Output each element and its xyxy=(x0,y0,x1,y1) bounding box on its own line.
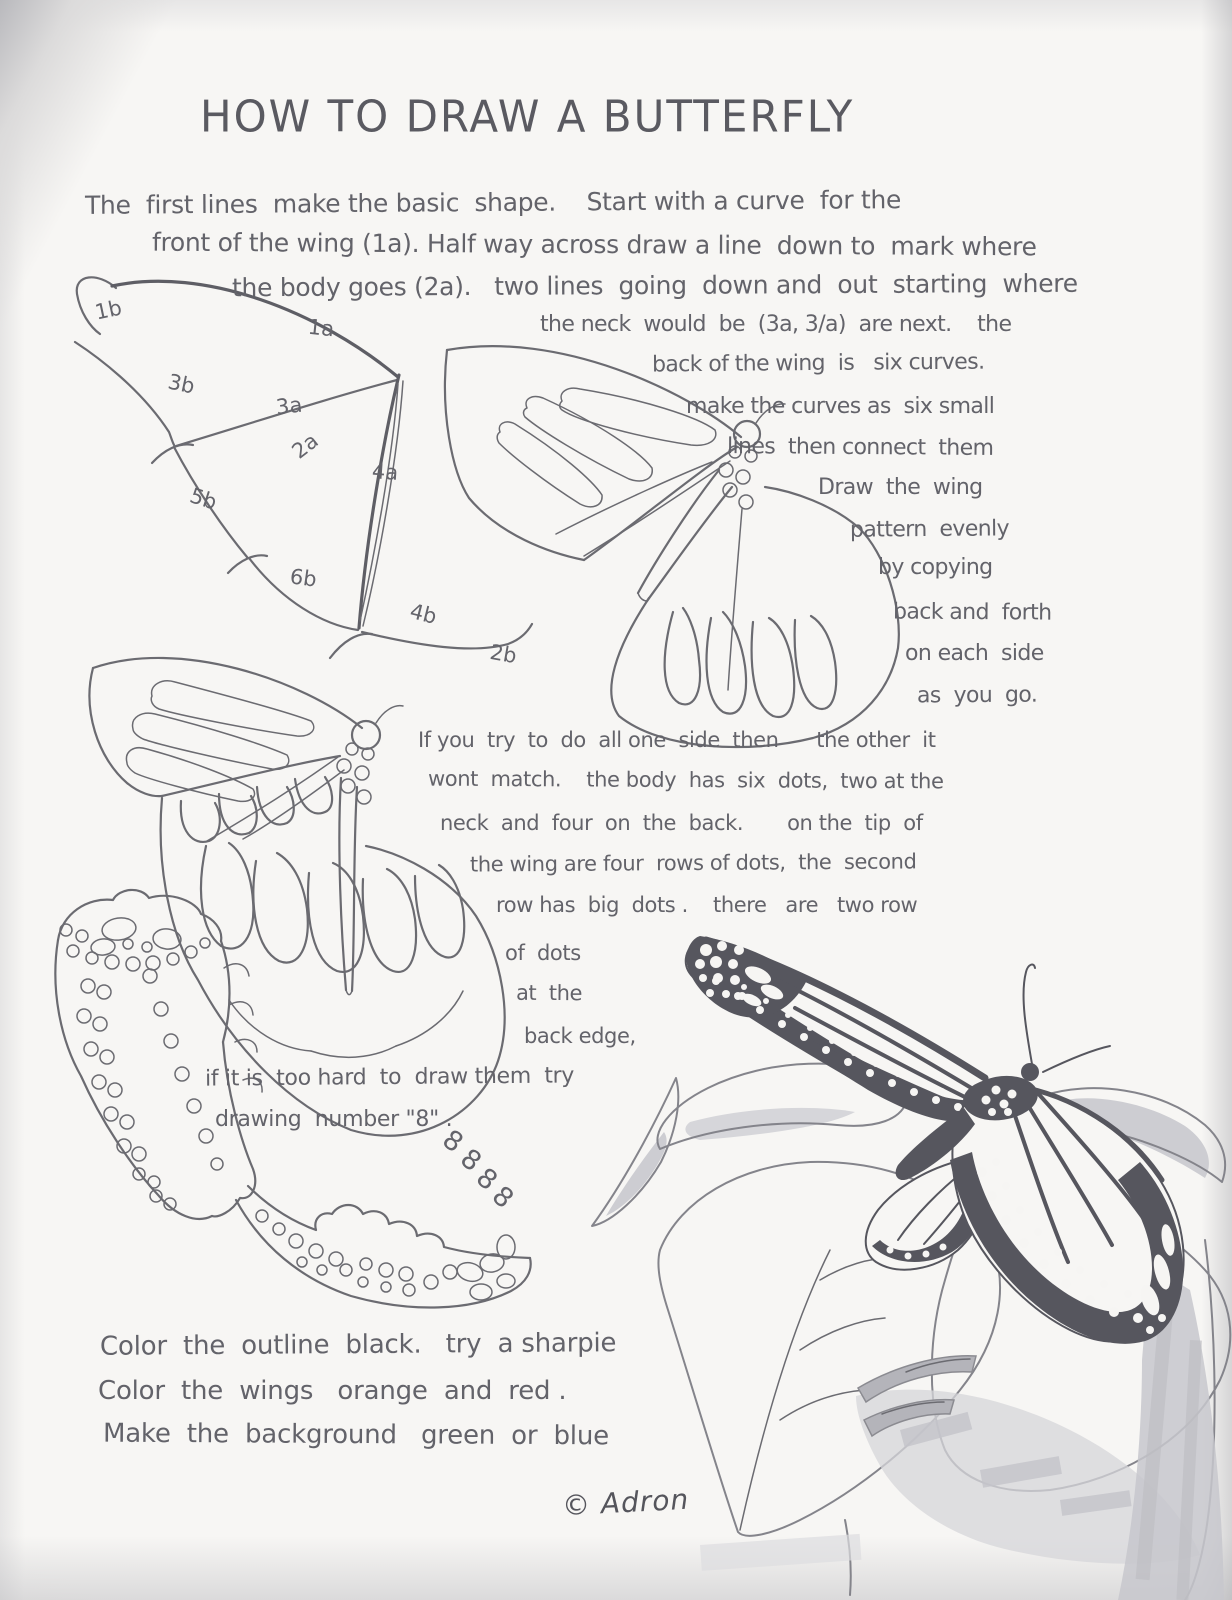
step2-line-7: by copying xyxy=(878,555,993,580)
construction-label-2b: 2b xyxy=(488,639,519,669)
closing-line-1: Color the outline black. try a sharpie xyxy=(99,1328,617,1362)
step2-line-6: pattern evenly xyxy=(849,516,1010,543)
construction-label-4a: 4a xyxy=(371,459,400,485)
construction-label-1b: 1b xyxy=(92,295,124,325)
step2-line-2: back of the wing is six curves. xyxy=(651,349,985,378)
step3-line-7: at the xyxy=(515,980,583,1006)
doodle-eight-1: 8 xyxy=(436,1123,469,1160)
step3-line-6: of dots xyxy=(505,941,581,965)
intro-line-3: the body goes (2a). two lines going down and out starting where xyxy=(231,268,1078,303)
construction-label-5b: 5b xyxy=(186,483,220,515)
step2-line-4: lines then connect them xyxy=(726,434,994,461)
construction-label-1a: 1a xyxy=(306,314,336,342)
construction-label-3b: 3b xyxy=(165,369,197,399)
step2-line-8: back and forth xyxy=(892,599,1052,626)
step3-line-5: row has big dots . there are two row xyxy=(496,893,918,917)
construction-label-4b: 4b xyxy=(407,599,440,629)
artist-signature: © Adron xyxy=(561,1482,690,1523)
sketch-basic-shape-lines xyxy=(75,277,532,658)
doodle-eight-4: 8 xyxy=(485,1180,520,1215)
construction-label-3a: 3a xyxy=(274,392,304,420)
closing-line-3: Make the background green or blue xyxy=(102,1418,610,1452)
step4-line-2: drawing number "8" . xyxy=(215,1107,453,1132)
intro-line-1: The first lines make the basic shape. Start with a curve for the xyxy=(84,185,902,220)
construction-label-6b: 6b xyxy=(288,564,319,592)
step2-line-1: the neck would be (3a, 3/a) are next. the xyxy=(540,312,1012,337)
doodle-eight-3: 8 xyxy=(470,1162,504,1197)
step3-line-4: the wing are four rows of dots, the second xyxy=(469,849,917,877)
page-title: HOW TO DRAW A BUTTERFLY xyxy=(200,91,855,142)
step3-line-3: neck and four on the back. on the tip of xyxy=(440,811,923,835)
step2-line-10: as you go. xyxy=(916,682,1038,709)
step2-line-3: make the curves as six small xyxy=(686,394,995,419)
doodle-eight-2: 8 xyxy=(454,1142,487,1179)
closing-line-2: Color the wings orange and red . xyxy=(98,1376,567,1406)
step2-line-5: Draw the wing xyxy=(818,475,983,500)
intro-line-2: front of the wing (1a). Half way across draw a line down to mark where xyxy=(151,227,1037,262)
step3-line-1: If you try to do all one side then the other it xyxy=(418,728,936,752)
step2-line-9: on each side xyxy=(905,641,1044,666)
monarch-butterfly xyxy=(686,936,1184,1344)
step4-line-1: if it is too hard to draw them try xyxy=(204,1063,575,1092)
construction-label-2a: 2a xyxy=(287,428,323,464)
step3-line-8: back edge, xyxy=(524,1024,636,1048)
step3-line-2: wont match. the body has six dots, two at the xyxy=(427,766,944,794)
